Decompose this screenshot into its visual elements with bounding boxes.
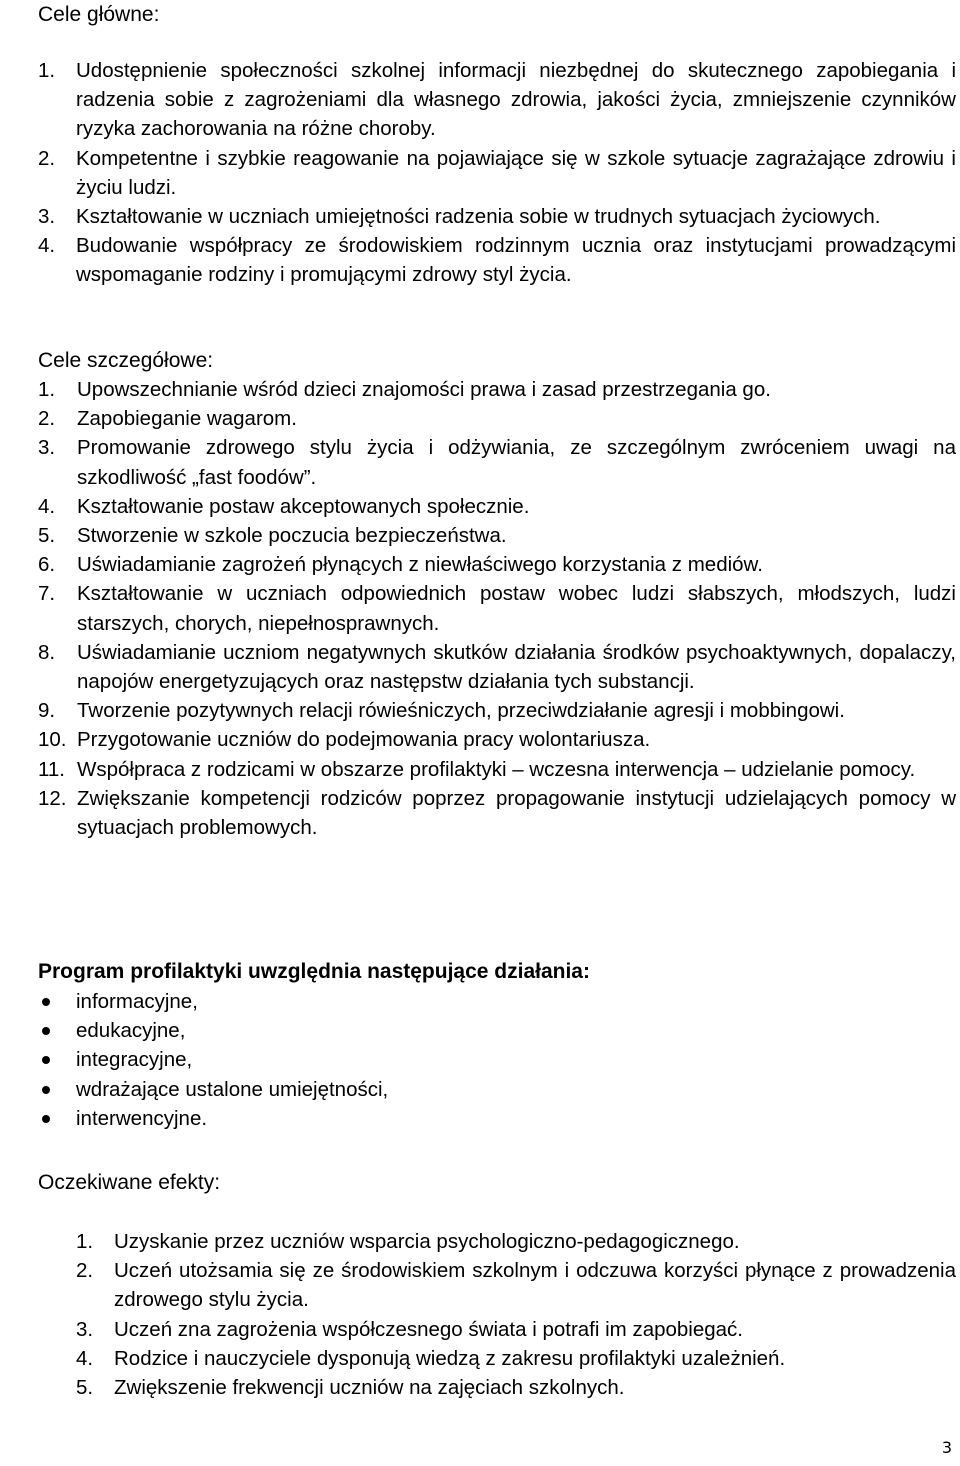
list-item	[38, 404, 956, 433]
item-number: 6.	[38, 553, 56, 577]
list-item	[38, 784, 956, 842]
item-number: 12.	[38, 786, 67, 810]
item-number: 2.	[38, 407, 56, 431]
bullet-icon	[38, 987, 76, 1016]
list-item	[38, 579, 956, 637]
list-item	[38, 638, 956, 696]
list-item	[38, 550, 956, 579]
item-number: 3.	[76, 1317, 94, 1341]
list-item	[38, 1045, 738, 1074]
list-item	[76, 1256, 956, 1314]
expected-effects-heading: Oczekiwane efekty:	[38, 1171, 221, 1194]
item-number: 7.	[38, 582, 56, 606]
page-number: 3	[941, 1438, 952, 1457]
list-item	[38, 725, 956, 754]
list-item	[76, 1373, 956, 1402]
item-text: Kształtowanie w uczniach umiejętności radzenia sobie w trudnych sytuacjach życiowych.	[76, 205, 881, 229]
list-item	[38, 1016, 738, 1045]
detailed-goals-heading: Cele szczegółowe:	[38, 349, 214, 372]
item-number: 3.	[38, 205, 56, 229]
item-number: 4.	[76, 1346, 94, 1370]
item-text: Uczeń utożsamia się ze środowiskiem szkolnym i odczuwa korzyści płynące z prowadzenia zdrowego stylu życia.	[114, 1259, 956, 1312]
list-item	[38, 521, 956, 550]
item-text: Współpraca z rodzicami w obszarze profilaktyki – wczesna interwencja – udzielanie pomocy.	[77, 757, 916, 781]
item-number: 9.	[38, 699, 56, 723]
item-text: informacyjne,	[76, 990, 198, 1013]
item-text: Tworzenie pozytywnych relacji rówieśniczych, przeciwdziałanie agresji i mobbingowi.	[77, 699, 845, 723]
item-text: wdrażające ustalone umiejętności,	[76, 1077, 389, 1101]
expected-effects-list	[76, 1227, 956, 1402]
list-item	[38, 202, 956, 231]
bullet-icon	[38, 1016, 76, 1045]
list-item	[76, 1315, 956, 1344]
item-number: 10.	[38, 728, 67, 752]
program-actions-heading: Program profilaktyki uwzględnia następujące działania:	[38, 960, 590, 983]
item-number: 2.	[38, 146, 56, 170]
item-number: 8.	[38, 640, 56, 664]
item-text: Udostępnienie społeczności szkolnej informacji niezbędnej do skutecznego zapobiegania i radzenia sobie z zagrożeniami dla własnego zdrowia, jakości życia, zmniejszenie czynników ryzyka zachorowania na różne choroby.	[76, 59, 956, 141]
list-item	[38, 231, 956, 289]
item-text: Zwiększenie frekwencji uczniów na zajęciach szkolnych.	[114, 1376, 625, 1400]
item-number: 11.	[38, 757, 65, 781]
item-text: Kształtowanie w uczniach odpowiednich postaw wobec ludzi słabszych, młodszych, ludzi starszych, chorych, niepełnosprawnych.	[77, 582, 956, 635]
item-text: Budowanie współpracy ze środowiskiem rodzinnym ucznia oraz instytucjami prowadzącymi wspomaganie rodziny i promującymi zdrowy styl życia.	[76, 234, 956, 287]
list-item	[38, 56, 956, 144]
bullet-icon	[38, 1075, 76, 1104]
list-item	[76, 1344, 956, 1373]
item-text: Uzyskanie przez uczniów wsparcia psychologiczno-pedagogicznego.	[114, 1230, 740, 1253]
item-text: Rodzice i nauczyciele dysponują wiedzą z zakresu profilaktyki uzależnień.	[114, 1346, 786, 1370]
list-item	[38, 433, 956, 491]
item-text: Kształtowanie postaw akceptowanych społecznie.	[77, 494, 530, 518]
list-item	[38, 492, 956, 521]
item-number: 5.	[38, 524, 56, 548]
item-text: integracyjne,	[76, 1048, 193, 1072]
item-number: 4.	[38, 234, 56, 258]
item-text: interwencyjne.	[76, 1106, 208, 1130]
list-item	[38, 987, 738, 1016]
item-text: Zapobieganie wagarom.	[77, 407, 297, 431]
item-text: Kompetentne i szybkie reagowanie na pojawiające się w szkole sytuacje zagrażające zdrowiu i życiu ludzi.	[76, 146, 956, 199]
list-item	[38, 375, 956, 404]
main-goals-list	[38, 56, 956, 290]
list-item	[38, 1104, 738, 1133]
item-number: 5.	[76, 1376, 94, 1400]
bullet-icon	[38, 1045, 76, 1074]
list-item	[38, 144, 956, 202]
item-text: Uświadamianie uczniom negatywnych skutków działania środków psychoaktywnych, dopalaczy, napojów energetyzujących oraz następstw działania tych substancji.	[77, 640, 956, 694]
list-item	[76, 1227, 956, 1256]
item-number: 1.	[76, 1230, 94, 1253]
item-text: Upowszechnianie wśród dzieci znajomości prawa i zasad przestrzegania go.	[77, 378, 771, 401]
item-number: 2.	[76, 1259, 94, 1283]
main-goals-heading: Cele główne:	[38, 3, 160, 26]
item-number: 1.	[38, 59, 56, 82]
item-text: Stworzenie w szkole poczucia bezpieczeństwa.	[77, 524, 507, 548]
item-text: Promowanie zdrowego stylu życia i odżywiania, ze szczególnym zwróceniem uwagi na szkodliwość „fast foodów”.	[77, 436, 956, 489]
item-text: Uczeń zna zagrożenia współczesnego świata i potrafi im zapobiegać.	[114, 1317, 744, 1341]
item-text: Uświadamianie zagrożeń płynących z niewłaściwego korzystania z mediów.	[77, 553, 763, 577]
bullet-icon	[38, 1104, 76, 1133]
item-number: 3.	[38, 436, 56, 460]
item-number: 1.	[38, 378, 56, 401]
list-item	[38, 755, 956, 784]
item-text: edukacyjne,	[76, 1019, 186, 1043]
list-item	[38, 696, 956, 725]
item-text: Zwiększanie kompetencji rodziców poprzez propagowanie instytucji udzielających pomocy w sytuacjach problemowych.	[77, 786, 956, 840]
program-actions-list	[38, 987, 738, 1133]
item-text: Przygotowanie uczniów do podejmowania pracy wolontariusza.	[77, 728, 651, 752]
list-item	[38, 1075, 738, 1104]
item-number: 4.	[38, 494, 56, 518]
detailed-goals-list	[38, 375, 956, 842]
